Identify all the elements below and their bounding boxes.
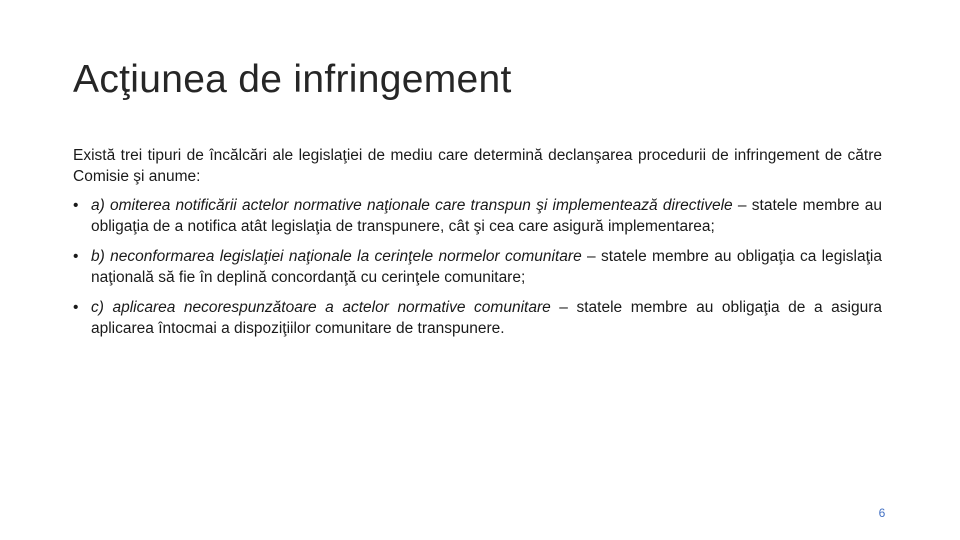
slide-body: [73, 145, 882, 348]
page-number: 6: [878, 506, 886, 520]
slide-title: Acţiunea de infringement: [73, 58, 512, 101]
bullet-emphasis: c) aplicarea necorespunzătoare a actelor normative comunitare: [91, 299, 551, 316]
bullet-item-b: [73, 246, 882, 288]
bullet-list: [73, 195, 882, 339]
bullet-emphasis: b) neconformarea legislaţiei naţionale la cerinţele normelor comunitare: [91, 248, 582, 265]
bullet-icon: •: [73, 299, 79, 316]
intro-paragraph: Există trei tipuri de încălcări ale legislaţiei de mediu care determină declanşarea procedurii de infringement de către Comisie şi anume:: [73, 147, 882, 185]
bullet-icon: •: [73, 248, 79, 265]
bullet-item-c: [73, 297, 882, 339]
bullet-icon: •: [73, 197, 79, 214]
bullet-text: – statele membre au obligaţia de a asigura aplicarea întocmai a dispoziţiilor comunitare de transpunere.: [91, 299, 882, 337]
bullet-text: – statele membre au obligaţia de a notifica atât legislaţia de transpunere, cât şi cea care asigură implementarea;: [91, 197, 882, 235]
bullet-emphasis: a) omiterea notificării actelor normative naţionale care transpun şi implementează directivele: [91, 197, 733, 214]
bullet-text: – statele membre au obligaţia ca legislaţia naţională să fie în deplină concordanţă cu cerinţele comunitare;: [91, 248, 882, 286]
bullet-item-a: [73, 195, 882, 237]
